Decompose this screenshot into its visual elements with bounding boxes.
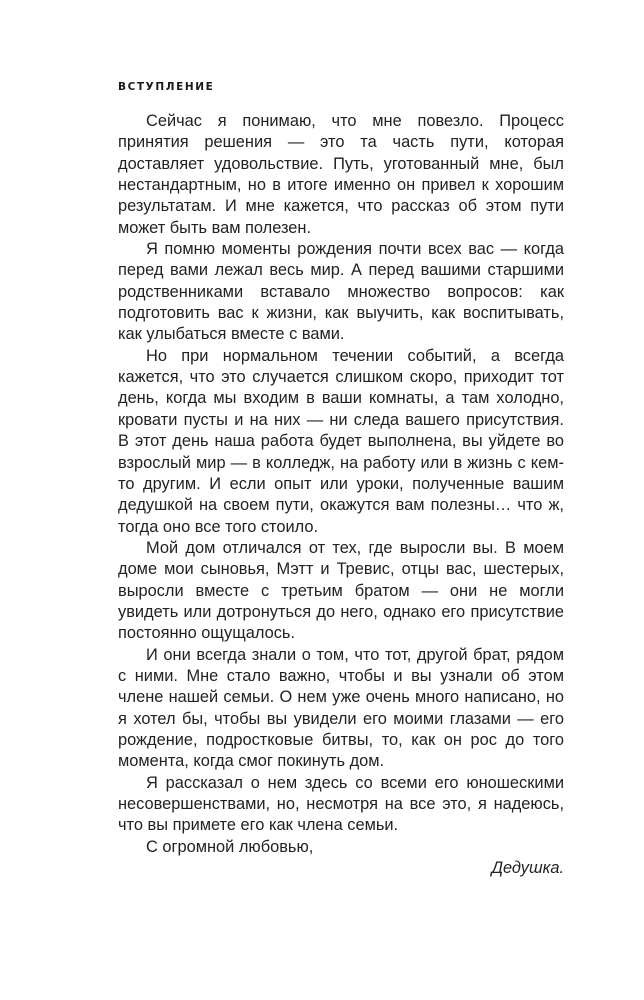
paragraph: Мой дом отличался от тех, где выросли вы. В моем доме мои сыновья, Мэтт и Тревис, отцы вас, шестерых, выросли вместе с третьим братом — они не могли увидеть или дотронуться до него, однако его присутствие постоянно ощущалось. xyxy=(118,538,564,643)
paragraph: Сейчас я понимаю, что мне повезло. Процесс принятия решения — это та часть пути, которая доставляет удовольствие. Путь, уготованный мне, был нестандартным, но в итоге именно он привел к хорошим результатам. И мне кажется, что рассказ об этом пути может быть вам полезен. xyxy=(118,112,564,237)
paragraph: Я рассказал о нем здесь со всеми его юношескими несовершенствами, но, несмотря на все это, я надеюсь, что вы примете его как члена семьи. xyxy=(118,773,564,835)
closing-line: С огромной любовью, xyxy=(146,837,314,856)
running-head: ВСТУПЛЕНИЕ xyxy=(118,81,215,93)
body-text xyxy=(118,111,564,879)
paragraph: Я помню моменты рождения почти всех вас — когда перед вами лежал весь мир. А перед вашими старшими родственниками вставало множество вопросов: как подготовить вас к жизни, как выучить, как воспитывать, как улыбаться вместе с вами. xyxy=(118,240,564,344)
paragraph: И они всегда знали о том, что тот, другой брат, рядом с ними. Мне стало важно, чтобы и вы узнали об этом члене нашей семьи. О нем уже очень много написано, но я хотел бы, чтобы вы увидели его моими глазами — его рождение, подростковые битвы, то, как он рос до того момента, когда смог покинуть дом. xyxy=(118,645,564,771)
paragraph: Но при нормальном течении событий, а всегда кажется, что это случается слишком скоро, приходит тот день, когда мы входим в ваши комнаты, а там холодно, кровати пусты и на них — ни следа вашего присутствия. В этот день наша работа будет выполнена, вы уйдете во взрослый мир — в колледж, на работу или в жизнь с кем-то другим. И если опыт или уроки, полученные вашим дедушкой на своем пути, окажутся вам полезны… что ж, тогда оно все того стоило. xyxy=(118,346,564,536)
signature: Дедушка. xyxy=(491,859,564,878)
